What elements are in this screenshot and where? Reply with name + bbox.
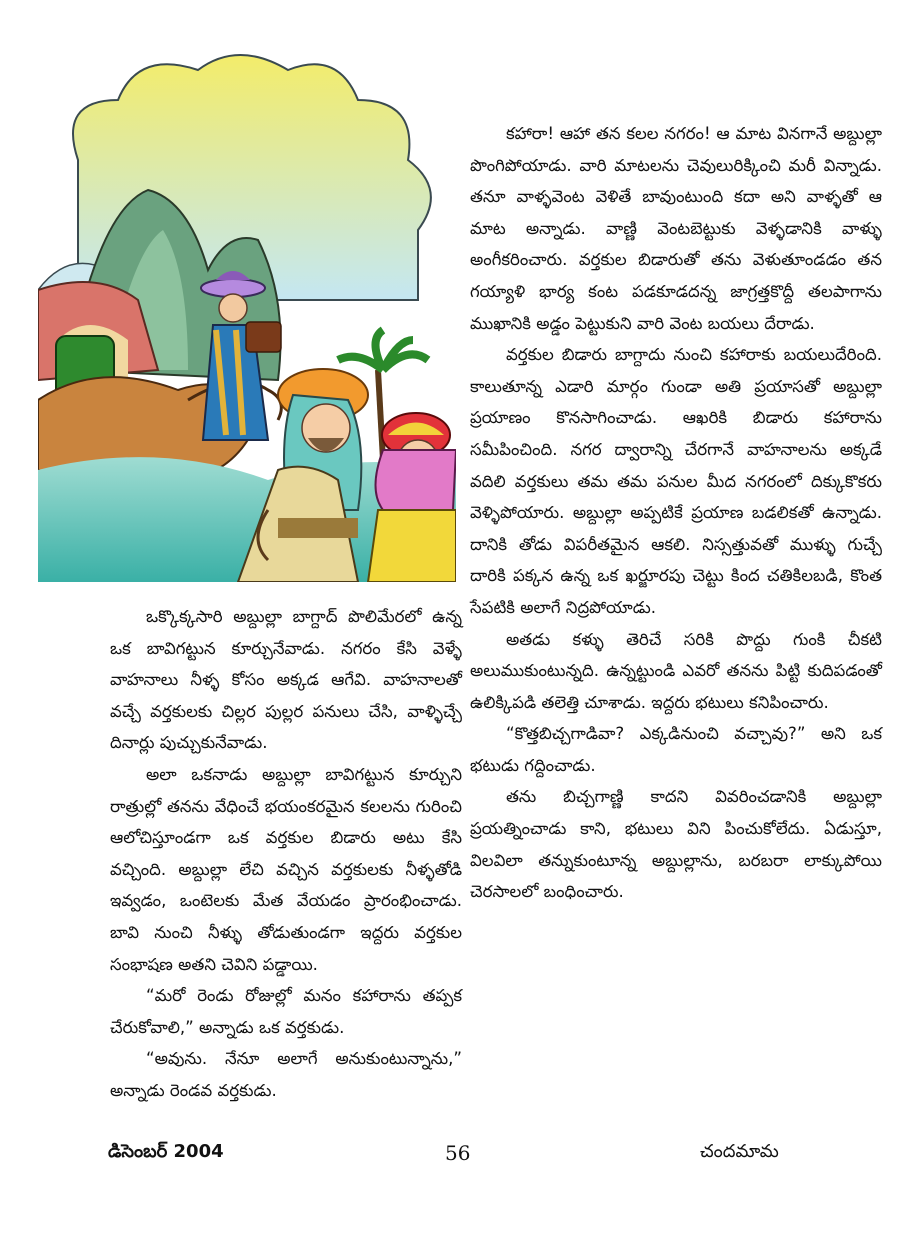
caravan-illustration-icon	[38, 40, 456, 582]
right-column	[470, 118, 882, 908]
page-number: 56	[445, 1141, 471, 1165]
paragraph: అలా ఒకనాడు అబ్దుల్లా బావిగట్టున కూర్చుని రాత్రుల్లో తనను వేధించే భయంకరమైన కలలను గురించి ఆలోచిస్తూండగా ఒక వర్తకుల బిడారు అటు కేసి వచ్చింది. అబ్దుల్లా లేచి వచ్చిన వర్తకులకు నీళ్ళతోడి ఇవ్వడం, ఒంటెలకు మేత వేయడం ప్రారంభించాడు. బావి నుంచి నీళ్ళు తోడుతుండగా ఇద్దరు వర్తకుల సంభాషణ అతని చెవిని పడ్డాయి.	[110, 764, 462, 974]
left-column	[110, 601, 462, 1107]
paragraph: కహారా! ఆహా తన కలల నగరం! ఆ మాట వినగానే అబ్దుల్లా పొంగిపోయాడు. వారి మాటలను చెవులురిక్కించి మరీ విన్నాడు. తనూ వాళ్ళవెంట వెళితే బావుంటుంది కదా అని వాళ్ళతో ఆ మాట అన్నాడు. వాణ్ణి వెంటబెట్టుకు వెళ్ళడానికి వాళ్ళు అంగీకరించారు. వర్తకుల బిడారుతో తను వెళుతూండడం తన గయ్యాళి భార్య కంట పడకూడదన్న జాగ్రత్తకొద్దీ తలపాగాను ముఖానికి అడ్డం పెట్టుకుని వారి వెంట బయలు దేరాడు.	[470, 124, 882, 333]
paragraph: “మరో రెండు రోజుల్లో మనం కహారాను తప్పక చేరుకోవాలి,” అన్నాడు ఒక వర్తకుడు.	[110, 986, 462, 1037]
paragraph: అతడు కళ్ళు తెరిచే సరికి పొద్దు గుంకి చీకటి అలుముకుంటున్నది. ఉన్నట్టుండి ఎవరో తనను పిట్టి కుదిపడంతో ఉలిక్కిపడి తలెత్తి చూశాడు. ఇద్దరు భటులు కనిపించారు.	[470, 629, 882, 712]
magazine-name: చందమామ	[700, 1141, 779, 1162]
paragraph: తను బిచ్చగాణ్ణి కాదని వివరించడానికి అబ్దుల్లా ప్రయత్నించాడు కాని, భటులు విని పించుకోలేదు. ఏడుస్తూ, విలవిలా తన్నుకుంటూన్న అబ్దుల్లాను, బరబరా లాక్కుపోయి చెరసాలలో బంధించారు.	[470, 787, 882, 902]
paragraph: వర్తకుల బిడారు బాగ్దాదు నుంచి కహారాకు బయలుదేరింది. కాలుతూన్న ఎడారి మార్గం గుండా అతి ప్రయాసతో అబ్దుల్లా ప్రయాణం కొనసాగించాడు. ఆఖరికి బిడారు కహారాను సమీపించింది. నగర ద్వారాన్ని చేరగానే వాహనాలను అక్కడే వదిలి వర్తకులు తమ తమ పనుల మీద నగరంలో దిక్కుకొకరు వెళ్ళిపోయారు. అబ్దుల్లా అప్పటికే ప్రయాణ బడలికతో ఉన్నాడు. దానికి తోడు విపరీతమైన ఆకలి. నిస్సత్తువతో ముళ్ళు గుచ్చే దారికి పక్కన ఉన్న ఒక ఖర్జూరపు చెట్టు కింద చతికిలబడి, కొంత సేపటికి అలాగే నిద్రపోయాడు.	[470, 345, 882, 617]
paragraph: “అవును. నేనూ అలాగే అనుకుంటున్నాను,” అన్నాడు రెండవ వర్తకుడు.	[110, 1049, 462, 1100]
issue-date: డిసెంబర్ 2004	[108, 1141, 224, 1162]
paragraph: ఒక్కొక్కసారి అబ్దుల్లా బాగ్దాద్ పొలిమేరలో ఉన్న ఒక బావిగట్టున కూర్చునేవాడు. నగరం కేసి వెళ్ళే వాహనాలు నీళ్ళ కోసం అక్కడ ఆగేవి. వాహనాలతో వచ్చే వర్తకులకు చిల్లర పుల్లర పనులు చేసి, వాళ్ళిచ్చే దినార్లు పుచ్చుకునేవాడు.	[110, 607, 462, 753]
paragraph: “కొత్తబిచ్చగాడివా? ఎక్కడినుంచి వచ్చావు?” అని ఒక భటుడు గద్దించాడు.	[470, 724, 882, 775]
